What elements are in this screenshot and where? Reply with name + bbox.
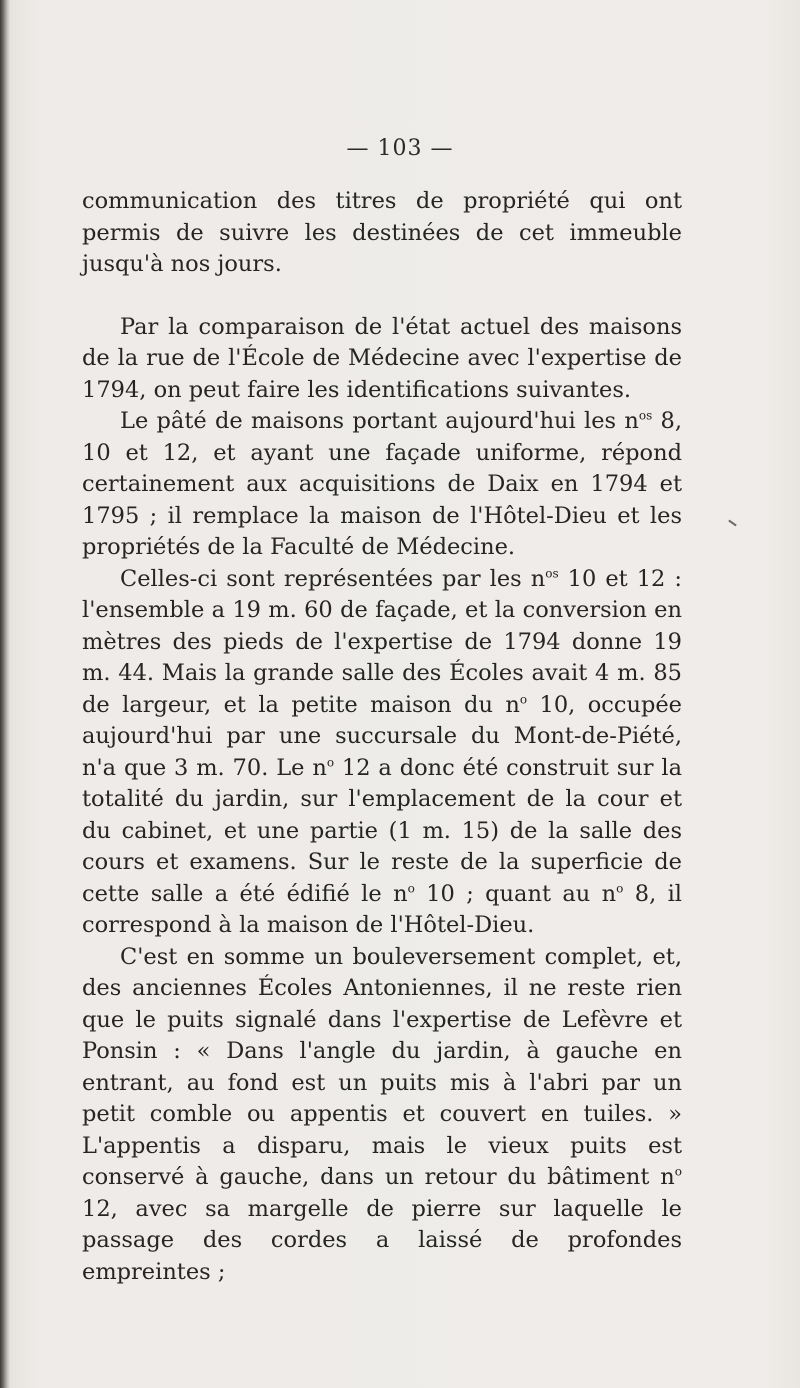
text-run: 10 ; quant au n <box>414 880 617 907</box>
paragraph <box>82 406 682 564</box>
page-number: — 103 — <box>346 136 454 161</box>
ink-speck <box>728 520 737 527</box>
text-run: communication des titres de propriété qui ont permis de suivre les destinées de cet immeuble jusqu'à nos jours. <box>82 188 682 277</box>
superscript: o <box>616 881 624 895</box>
text-run: 12, avec sa margelle de pierre sur laquelle le passage des cordes a laissé de profondes empreintes ; <box>82 1195 682 1285</box>
text-run: 10, occupée aujourd'hui par une succursale du Mont-de-Piété, n'a que 3 m. 70. Le n <box>82 691 682 781</box>
superscript: o <box>326 755 335 769</box>
paragraph <box>82 186 682 281</box>
text-run: 12 a donc été construit sur la totalité du jardin, sur l'emplacement de la cour et du cabinet, et une partie (1 m. 15) de la salle des cours et examens. Sur le reste de la superficie de cette salle a été édifié le n <box>82 754 682 907</box>
text-run: C'est en somme un bouleversement complet, et, des anciennes Écoles Antoniennes, il ne reste rien que le puits signalé dans l'expertise de Lefèvre et Ponsin : « Dans l'angle du jardin, à gauche en entrant, au fond est un puits mis à l'abri par un petit comble ou appentis et couvert en tuiles. » L'appentis a disparu, mais le vieux puits est conservé à gauche, dans un retour du bâtiment n <box>82 943 682 1190</box>
body-text <box>82 186 682 1288</box>
page-binding-edge <box>0 0 10 1388</box>
text-run: Le pâté de maisons portant aujourd'hui les n <box>120 408 639 434</box>
text-run: 8, 10 et 12, et ayant une façade uniforme, répond certainement aux acquisitions de Daix en 1794 et 1795 ; il remplace la maison de l'Hôtel-Dieu et les propriétés de la Faculté de Médecine. <box>82 408 682 560</box>
text-run: Celles-ci sont représentées par les n <box>120 565 546 592</box>
text-run: Par la comparaison de l'état actuel des maisons de la rue de l'École de Médecine avec l'expertise de 1794, on peut faire les identifications suivantes. <box>82 313 682 403</box>
paragraph <box>82 564 682 942</box>
paragraph <box>82 312 682 407</box>
text-run: 10 et 12 : l'ensemble a 19 m. 60 de façade, et la conversion en mètres des pieds de l'expertise de 1794 donne 19 m. 44. Mais la grande salle des Écoles avait 4 m. 85 de largeur, et la petite maison du n <box>82 565 682 718</box>
superscript: os <box>545 566 559 580</box>
superscript: os <box>638 408 653 423</box>
superscript: o <box>407 881 415 895</box>
superscript: o <box>674 1164 682 1179</box>
text-run: 8, il correspond à la maison de l'Hôtel-Dieu. <box>82 880 682 938</box>
paragraph <box>82 942 682 1289</box>
superscript: o <box>519 692 528 706</box>
